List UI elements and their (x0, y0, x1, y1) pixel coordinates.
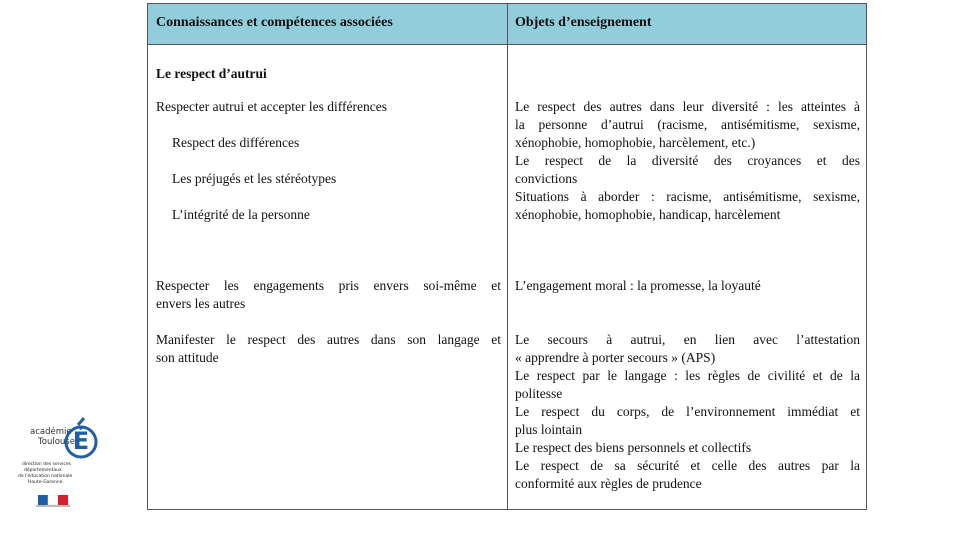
objet-line: convictions (515, 171, 578, 186)
section-title: Le respect d’autrui (156, 66, 267, 81)
objet-line: Situations à aborder : racisme, antisémitisme, sexisme, (515, 189, 860, 204)
objet-line: Le respect des autres dans leur diversité : les atteintes à (515, 99, 860, 114)
logo-subtext: départementaux (24, 468, 62, 473)
logo-subtext: de l'éducation nationale (18, 474, 73, 479)
competence-item: Respecter les engagements pris envers soi-même et (156, 278, 501, 293)
competence-subitem: L’intégrité de la personne (172, 207, 310, 222)
logo-e-mark (64, 416, 98, 460)
logo-divider (36, 505, 70, 507)
competences-table (147, 3, 867, 510)
objet-line: Le respect par le langage : les règles de civilité et de la (515, 368, 860, 383)
objet-line: xénophobie, homophobie, harcèlement, etc.) (515, 135, 756, 150)
logo-academie-text: académie (30, 427, 72, 437)
competence-item: Manifester le respect des autres dans son langage et (156, 332, 501, 347)
competence-subitem: Les préjugés et les stéréotypes (172, 171, 337, 186)
objet-line: Le respect de la diversité des croyances et des (515, 153, 860, 168)
objet-line: xénophobie, homophobie, handicap, harcèlement (515, 207, 781, 222)
competence-item: son attitude (156, 350, 219, 365)
objet-line: la personne d’autrui (racisme, antisémitisme, sexisme, (515, 117, 860, 132)
objet-line: Le respect de sa sécurité et celle des autres par la (515, 458, 860, 473)
competence-item: Respecter autrui et accepter les différences (156, 99, 387, 114)
logo-subtext: direction des services (22, 462, 72, 467)
objet-line: conformité aux règles de prudence (515, 476, 702, 491)
column-divider (507, 4, 508, 509)
objet-line: Le secours à autrui, en lien avec l’attestation (515, 332, 860, 347)
header-competences: Connaissances et compétences associées (156, 15, 393, 30)
header-objets: Objets d’enseignement (515, 15, 652, 30)
objet-line: L’engagement moral : la promesse, la loyauté (515, 278, 761, 293)
competence-subitem: Respect des différences (172, 135, 300, 150)
objet-line: Le respect du corps, de l’environnement immédiat et (515, 404, 860, 419)
republique-flag-icon (38, 492, 68, 502)
objet-line: Le respect des biens personnels et collectifs (515, 440, 752, 455)
objet-line: politesse (515, 386, 563, 401)
academie-toulouse-logo (14, 412, 104, 512)
objet-line: « apprendre à porter secours » (APS) (515, 350, 716, 365)
logo-toulouse-text: Toulouse (38, 437, 75, 447)
objet-line: plus lointain (515, 422, 583, 437)
logo-letter: É (72, 427, 90, 455)
competence-item: envers les autres (156, 296, 246, 311)
logo-subtext: Haute-Garonne (28, 480, 63, 485)
